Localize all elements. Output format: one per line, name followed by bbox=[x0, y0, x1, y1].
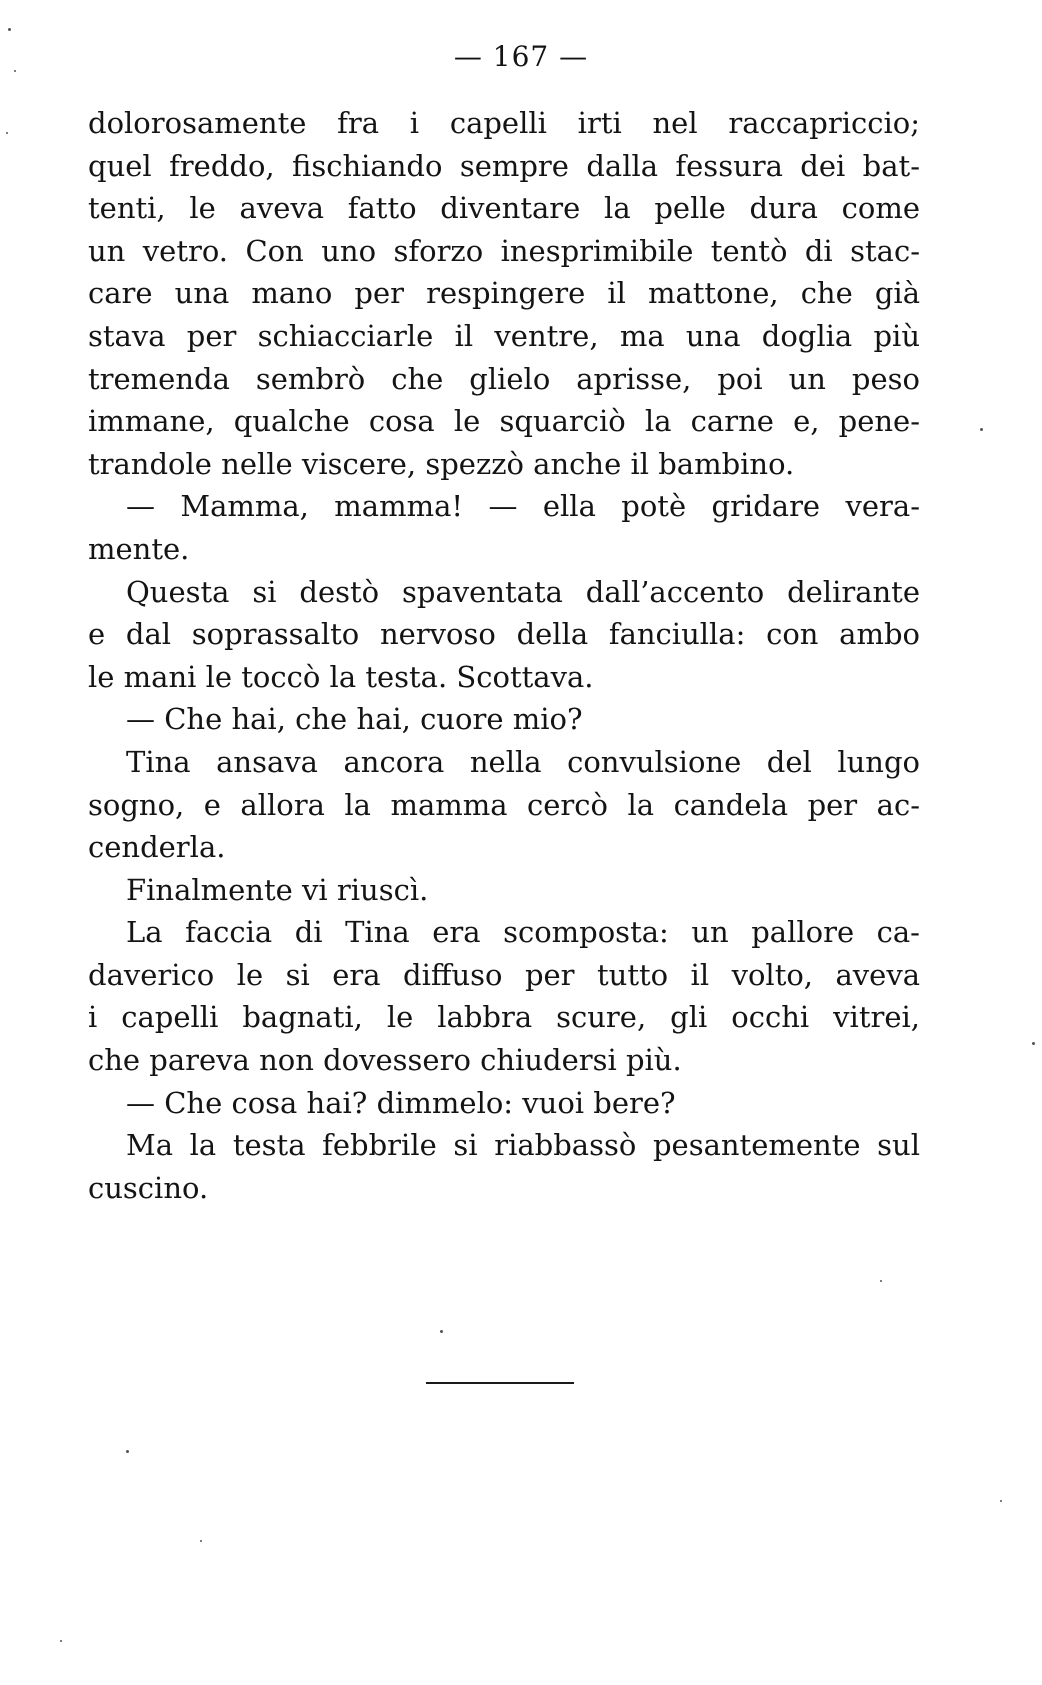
text-line: sogno, e allora la mamma cercò la candela per ac- bbox=[88, 787, 920, 822]
text-line: tremenda sembrò che glielo aprisse, poi un peso bbox=[88, 361, 920, 396]
text-line: i capelli bagnati, le labbra scure, gli occhi vitrei, bbox=[88, 1000, 920, 1035]
scan-speck bbox=[1000, 1500, 1002, 1502]
text-line: — Che hai, che hai, cuore mio? bbox=[126, 702, 583, 737]
text-line: tenti, le aveva fatto diventare la pelle dura come bbox=[88, 191, 920, 226]
text-line: Questa si destò spaventata dall’accento delirante bbox=[126, 574, 920, 609]
text-line: mente. bbox=[88, 531, 190, 566]
text-line: — Mamma, mamma! — ella potè gridare vera- bbox=[126, 489, 920, 524]
scan-speck bbox=[440, 1330, 443, 1333]
end-of-chapter-rule bbox=[426, 1382, 574, 1384]
text-line: Tina ansava ancora nella convulsione del lungo bbox=[126, 744, 920, 779]
text-line: Ma la testa febbrile si riabbassò pesantemente sul bbox=[126, 1128, 920, 1163]
text-line: le mani le toccò la testa. Scottava. bbox=[88, 659, 594, 694]
scan-speck bbox=[60, 1640, 62, 1642]
text-line: Finalmente vi riuscì. bbox=[126, 872, 429, 907]
text-line: cenderla. bbox=[88, 830, 226, 865]
page-number: — 167 — bbox=[453, 40, 589, 73]
scan-speck bbox=[6, 132, 8, 134]
text-line: La faccia di Tina era scomposta: un pallore ca- bbox=[126, 915, 920, 950]
text-line: dolorosamente fra i capelli irti nel raccapriccio; bbox=[88, 106, 920, 140]
text-line: trandole nelle viscere, spezzò anche il bambino. bbox=[88, 446, 795, 481]
scan-speck bbox=[14, 70, 16, 72]
scan-speck bbox=[1032, 1042, 1035, 1045]
text-line: che pareva non dovessero chiudersi più. bbox=[88, 1043, 682, 1078]
text-line: e dal soprassalto nervoso della fanciulla: con ambo bbox=[88, 617, 920, 652]
text-line: daverico le si era diffuso per tutto il volto, aveva bbox=[88, 957, 920, 992]
scan-speck bbox=[200, 1540, 202, 1542]
scan-speck bbox=[8, 28, 11, 31]
body-text bbox=[88, 102, 920, 1209]
text-line: — Che cosa hai? dimmelo: vuoi bere? bbox=[126, 1085, 676, 1120]
text-line: immane, qualche cosa le squarciò la carne e, pene- bbox=[88, 404, 920, 439]
text-line: care una mano per respingere il mattone, che già bbox=[88, 276, 920, 311]
text-line: stava per schiacciarle il ventre, ma una doglia più bbox=[88, 318, 920, 353]
text-line: cuscino. bbox=[88, 1170, 209, 1205]
scan-speck bbox=[880, 1280, 882, 1282]
scan-speck bbox=[126, 1450, 129, 1453]
scan-speck bbox=[980, 428, 983, 431]
text-line: un vetro. Con uno sforzo inesprimibile tentò di stac- bbox=[88, 233, 920, 268]
text-line: quel freddo, fischiando sempre dalla fessura dei bat- bbox=[88, 148, 920, 183]
